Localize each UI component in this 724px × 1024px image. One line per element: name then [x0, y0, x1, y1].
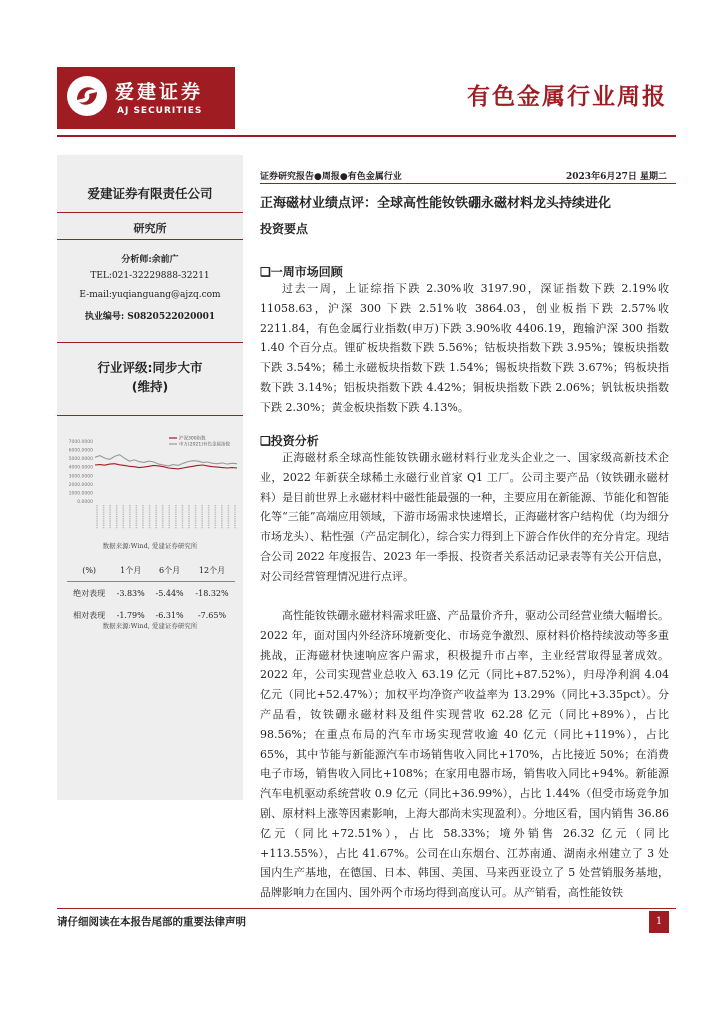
performance-table: [67, 559, 235, 626]
series-line: [95, 464, 237, 469]
chart-source: 数据来源:Wind, 爱建证券研究所: [102, 542, 198, 550]
table-cell: 相对表现: [73, 610, 106, 620]
table-cell: -5.44%: [155, 588, 184, 598]
sidebar-divider: [57, 415, 243, 416]
company-logo: [57, 67, 235, 129]
article-title: 正海磁材业绩点评：全球高性能钕铁硼永磁材料龙头持续进化: [260, 196, 612, 211]
logo-name-cn: 爱建证券: [115, 81, 204, 103]
section-heading-investment-analysis: ❑投资分析: [260, 434, 319, 448]
table-header-cell: (%): [67, 559, 111, 582]
table-row: [67, 582, 235, 605]
sidebar: [57, 155, 243, 800]
report-date: 2023年6月27日 星期二: [566, 172, 667, 182]
logo-name-en: AJ SECURITIES: [117, 106, 203, 116]
footer-divider: [57, 908, 676, 909]
index-performance-chart: [59, 435, 241, 533]
table-source: 数据来源:Wind, 爱建证券研究所: [102, 622, 198, 630]
industry-rating: 行业评级:同步大市: [97, 360, 203, 375]
legend-label: 沪深300指数: [179, 436, 206, 442]
legal-notice[interactable]: 请仔细阅读在本报告尾部的重要法律声明: [57, 916, 246, 928]
table-header-cell: 6个月: [150, 559, 189, 582]
paragraph-company-overview: 正海磁材系全球高性能钕铁硼永磁材料行业龙头企业之一、国家级高新技术企业，2022 年新获全球稀土永磁行业首家 Q1 工厂。公司主要产品（钕铁硼永磁材料）是目前世界上永磁材料中磁性能最强的一种，主要应用在新能源、节能化和智能化等“三能”高端应用领域，下游市场需求快速增长，正海磁材客户结构优（均为细分市场龙头）、粘性强（产品定制化），综合实力得到上下游合作伙伴的充分肯定。现结合公司 2022 年度报告、2023 年一季报、投资者关系活动记录表等有关公开信息，对公司经营管理情况进行点评。: [260, 451, 669, 583]
rating-status: (维持): [131, 379, 169, 394]
table-cell: -6.31%: [155, 610, 184, 620]
meta-divider: [260, 183, 676, 184]
analyst-email[interactable]: E-mail:yuqianguang@ajzq.com: [79, 290, 221, 300]
table-cell: -1.79%: [116, 610, 145, 620]
page-number: 1: [649, 911, 669, 933]
sidebar-divider: [57, 212, 243, 213]
license-number: 执业编号: S0820522020001: [84, 312, 216, 322]
analyst-tel: TEL:021-32229888-32211: [90, 271, 210, 281]
table-cell: -3.83%: [116, 588, 145, 598]
table-header-cell: 1个月: [111, 559, 150, 582]
report-type-title: 有色金属行业周报: [467, 84, 667, 110]
sidebar-divider: [57, 342, 243, 343]
paragraph-performance: 高性能钕铁硼永磁材料需求旺盛、产品量价齐升，驱动公司经营业绩大幅增长。2022 年，面对国内外经济环境新变化、市场竞争激烈、原材料价格持续波动等多重挑战，正海磁材快速响应客户需求，积极提升市占率，主业经营取得显著成效。2022 年，公司实现营业总收入 63.19 亿元（同比+87.52%），归母净利润 4.04 亿元（同比+52.47%）；加权平均净资产收益率为 13.29%（同比+3.35pct）。分产品看，钕铁硼永磁材料及组件实现营收 62.28 亿元（同比+89%），占比 98.56%；在重点布局的汽车市场实现营收逾 40 亿元（同比+119%），占比 65%，其中节能与新能源汽车市场销售收入同比+170%，占比接近 50%；在消费电子市场，销售收入同比+108%；在家用电器市场，销售收入同比+94%。新能源汽车电机驱动系统营收 0.9 亿元（同比+36.99%），占比 1.44%（但受市场竞争加剧、原材料上涨等因素影响，上海大郡尚未实现盈利）。分地区看，国内销售 36.86 亿元（同比+72.51%），占比 58.33%；境外销售 26.32 亿元（同比+113.55%），占比 41.67%。公司在山东烟台、江苏南通、湖南永州建立了 3 处国内生产基地，在德国、日本、韩国、美国、马来西亚设立了 5 处营销服务基地，品牌影响力在国内、国外两个市场均得到高度认可。从产销看，高性能钕铁: [260, 609, 669, 900]
logo-mark-icon: [67, 76, 107, 116]
analyst-name: 分析师:余前广: [121, 255, 179, 265]
investment-highlights-heading: 投资要点: [260, 222, 309, 236]
y-tick-label: 0.0000: [77, 500, 93, 505]
table-header-cell: 12个月: [189, 559, 235, 582]
y-tick-label: 3000.0000: [68, 474, 93, 480]
table-cell: -18.32%: [195, 588, 229, 598]
y-tick-label: 7000.0000: [68, 440, 93, 445]
y-tick-label: 6000.0000: [68, 448, 93, 454]
table-cell: 绝对表现: [73, 588, 106, 598]
header-divider: [57, 135, 676, 137]
dept-label: 研究所: [133, 222, 167, 235]
y-tick-label: 2000.0000: [68, 482, 93, 488]
legend-label: 申万(2021)有色金属指数: [179, 442, 230, 448]
report-meta: 证券研究报告●周报●有色金属行业: [260, 172, 402, 182]
y-tick-label: 1000.0000: [68, 491, 93, 497]
company-name: 爱建证券有限责任公司: [87, 186, 213, 201]
y-tick-label: 4000.0000: [68, 465, 93, 471]
table-cell: -7.65%: [197, 610, 227, 620]
y-tick-label: 5000.0000: [68, 457, 93, 463]
section-heading-market-review: ❑一周市场回顾: [260, 265, 343, 279]
paragraph-market-review: 过去一周，上证综指下跌 2.30%收 3197.90，深证指数下跌 2.19%收 11058.63，沪深 300 下跌 2.51%收 3864.03，创业板指下跌 2.57%收 2211.84，有色金属行业指数(申万)下跌 3.90%收 4406.19，跑输沪深 300 指数 1.40 个百分点。锂矿板块指数下跌 5.56%；钴板块指数下跌 3.95%；镍板块指数下跌 3.54%；稀土永磁板块指数下跌 1.54%；锡板块指数下跌 3.67%；钨板块指数下跌 3.14%；铝板块指数下跌 4.42%；铜板块指数下跌 2.06%；钒钛板块指数下跌 2.30%；黄金板块指数下跌 4.13%。: [260, 282, 669, 414]
table-header-row: [67, 559, 235, 582]
sidebar-divider: [57, 239, 243, 240]
